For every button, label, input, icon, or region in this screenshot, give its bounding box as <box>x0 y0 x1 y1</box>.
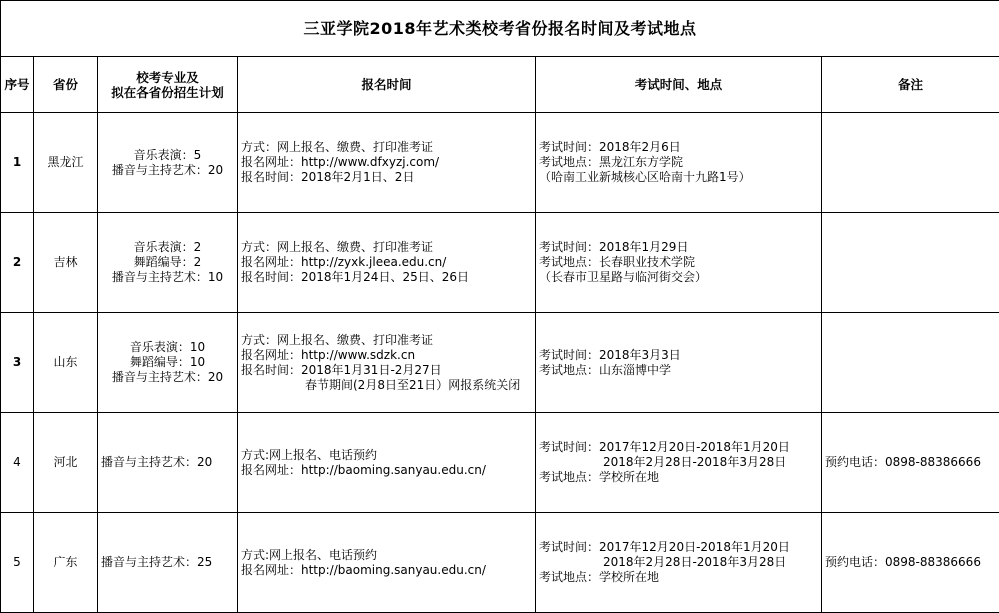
header-exam: 考试时间、地点 <box>536 57 822 113</box>
table-row <box>1 513 999 613</box>
cell-province: 广东 <box>34 513 98 613</box>
major-item: 播音与主持艺术：20 <box>101 455 213 469</box>
header-remarks: 备注 <box>822 57 999 113</box>
reg-line: 报名网址：http://www.sdzk.cn <box>241 347 416 362</box>
exam-line: 2018年2月28日-2018年3月28日 <box>603 455 787 469</box>
exam-line: 考试地点：长春职业技术学院 <box>539 255 696 269</box>
cell-exam <box>536 413 822 513</box>
cell-registration <box>238 513 536 613</box>
header-majors-line2: 拟在各省份招生计划 <box>111 84 224 100</box>
cell-majors <box>98 313 238 413</box>
cell-seq: 4 <box>1 413 34 513</box>
cell-exam <box>536 313 822 413</box>
header-majors-line1: 校考专业及 <box>136 69 199 85</box>
cell-registration <box>238 213 536 313</box>
header-row <box>1 57 999 113</box>
reg-line: 春节期间(2月8日至21日）网报系统关闭 <box>305 377 521 392</box>
cell-seq: 1 <box>1 113 34 213</box>
reg-line: 方式：网上报名、缴费、打印准考证 <box>241 240 434 254</box>
major-item: 播音与主持艺术：25 <box>101 555 213 569</box>
cell-remarks <box>822 113 999 213</box>
cell-province: 山东 <box>34 313 98 413</box>
exam-line: （长春市卫星路与临河街交会） <box>539 270 708 284</box>
exam-line: 2018年2月28日-2018年3月28日 <box>603 555 787 569</box>
exam-line: 考试时间：2017年12月20日-2018年1月20日 <box>539 540 790 554</box>
reg-line: 报名时间：2018年1月31日-2月27日 <box>241 362 442 377</box>
major-item: 舞蹈编导：10 <box>129 355 206 369</box>
header-majors <box>98 57 238 113</box>
exam-line: 考试时间：2018年2月6日 <box>539 140 681 154</box>
header-province: 省份 <box>34 57 98 113</box>
exam-line: 考试时间：2018年3月3日 <box>539 347 681 362</box>
exam-line: 考试地点：黑龙江东方学院 <box>539 155 684 169</box>
reg-line: 报名网址：http://baoming.sanyau.edu.cn/ <box>241 462 486 477</box>
reg-line: 报名网址：http://zyxk.jleea.edu.cn/ <box>241 255 447 269</box>
exam-line: （哈南工业新城核心区哈南十九路1号） <box>539 170 751 184</box>
cell-remarks: 预约电话：0898-88386666 <box>822 413 999 513</box>
table-row <box>1 313 999 413</box>
major-item: 播音与主持艺术：20 <box>111 370 224 384</box>
cell-seq: 2 <box>1 213 34 313</box>
table-row <box>1 413 999 513</box>
exam-line: 考试地点：山东淄博中学 <box>539 362 672 377</box>
reg-line: 方式:网上报名、电话预约 <box>241 547 378 562</box>
reg-line: 报名时间：2018年2月1日、2日 <box>241 170 415 184</box>
reg-line: 报名网址：http://www.dfxyzj.com/ <box>241 155 440 169</box>
cell-province: 河北 <box>34 413 98 513</box>
cell-registration <box>238 413 536 513</box>
table-row <box>1 113 999 213</box>
major-item: 音乐表演：2 <box>133 240 202 254</box>
cell-seq: 3 <box>1 313 34 413</box>
page-title: 三亚学院2018年艺术类校考省份报名时间及考试地点 <box>1 1 999 57</box>
major-item: 音乐表演：10 <box>129 340 206 354</box>
exam-line: 考试时间：2017年12月20日-2018年1月20日 <box>539 440 790 454</box>
cell-remarks: 预约电话：0898-88386666 <box>822 513 999 613</box>
header-seq: 序号 <box>1 57 34 113</box>
cell-seq: 5 <box>1 513 34 613</box>
cell-exam <box>536 213 822 313</box>
major-item: 舞蹈编导：2 <box>133 255 202 269</box>
cell-exam <box>536 513 822 613</box>
cell-province: 黑龙江 <box>34 113 98 213</box>
cell-registration <box>238 313 536 413</box>
cell-majors <box>98 113 238 213</box>
major-item: 播音与主持艺术：10 <box>111 270 224 284</box>
reg-line: 报名网址：http://baoming.sanyau.edu.cn/ <box>241 562 486 577</box>
major-item: 播音与主持艺术：20 <box>111 162 224 177</box>
cell-remarks <box>822 213 999 313</box>
cell-majors <box>98 513 238 613</box>
exam-line: 考试地点：学校所在地 <box>539 570 660 584</box>
cell-province: 吉林 <box>34 213 98 313</box>
cell-exam <box>536 113 822 213</box>
cell-remarks <box>822 313 999 413</box>
reg-line: 方式:网上报名、电话预约 <box>241 447 378 462</box>
header-registration: 报名时间 <box>238 57 536 113</box>
exam-line: 考试时间：2018年1月29日 <box>539 240 689 254</box>
reg-line: 报名时间：2018年1月24日、25日、26日 <box>241 270 469 284</box>
table-row <box>1 213 999 313</box>
cell-registration <box>238 113 536 213</box>
cell-majors <box>98 213 238 313</box>
reg-line: 方式：网上报名、缴费、打印准考证 <box>241 332 434 347</box>
reg-line: 方式：网上报名、缴费、打印准考证 <box>241 140 434 154</box>
cell-majors <box>98 413 238 513</box>
exam-line: 考试地点：学校所在地 <box>539 470 660 484</box>
major-item: 音乐表演：5 <box>133 147 202 162</box>
